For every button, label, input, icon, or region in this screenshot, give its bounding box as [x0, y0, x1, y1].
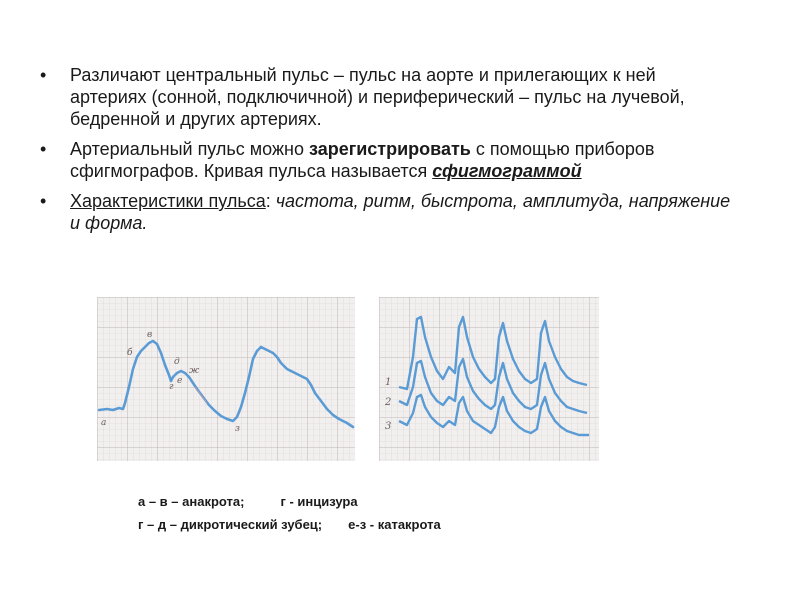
- bullet-text: Различают центральный пульс – пульс на аорте и прилегающих к ней артериях (сонной, подключичной) и периферический – пульс на лучевой, бедренной и других артериях.: [70, 65, 685, 129]
- trace-label-3: 3: [385, 421, 392, 432]
- bullet-underlined-heading: Характеристики пульса: [70, 191, 266, 211]
- curve-legend: [138, 490, 441, 536]
- sphygmogram-figure-multiple: [379, 297, 599, 461]
- bullet-italic-list: частота, ритм, быстрота, амплитуда, напряжение и форма.: [70, 191, 731, 233]
- curve-label-a: а: [101, 418, 107, 428]
- bullet-item-sphygmograph: [36, 138, 736, 182]
- grid-lines: [97, 297, 355, 461]
- bullet-dot: •: [40, 191, 47, 211]
- legend-row: [138, 490, 441, 513]
- bullet-bold-term: зарегистрировать: [308, 139, 471, 159]
- bullet-colon: :: [265, 191, 276, 211]
- bullet-item-pulse-types: [36, 64, 736, 130]
- curve-label-d: д: [174, 357, 180, 367]
- legend-dicrotic-notch: г – д – дикротический зубец;: [138, 517, 323, 532]
- legend-row: [138, 513, 441, 536]
- bullet-item-characteristics: [36, 190, 736, 234]
- curve-label-e: е: [177, 376, 183, 386]
- bullet-text-part: с помощью приборов сфигмографов. Кривая пульса называется: [70, 139, 655, 181]
- bullet-list: [36, 64, 736, 242]
- legend-anacrota: а – в – анакрота;: [138, 494, 245, 509]
- bullet-key-term: сфигмограммой: [432, 161, 582, 181]
- bullet-dot: •: [40, 139, 47, 159]
- legend-catacrota: е-з - катакрота: [348, 517, 441, 532]
- bullet-dot: •: [40, 65, 47, 85]
- grid-lines: [379, 297, 599, 461]
- curve-label-zh: ж: [189, 366, 200, 376]
- trace-label-1: 1: [385, 377, 392, 388]
- legend-incisura: г - инцизура: [280, 494, 358, 509]
- curve-label-g: г: [169, 382, 174, 392]
- curve-label-z: з: [235, 424, 240, 434]
- sphygmogram-figure-single: [97, 297, 355, 461]
- bullet-text-part: Артериальный пульс можно: [70, 139, 309, 159]
- curve-label-v: в: [147, 330, 153, 340]
- curve-label-b: б: [127, 348, 133, 358]
- trace-label-2: 2: [385, 397, 392, 408]
